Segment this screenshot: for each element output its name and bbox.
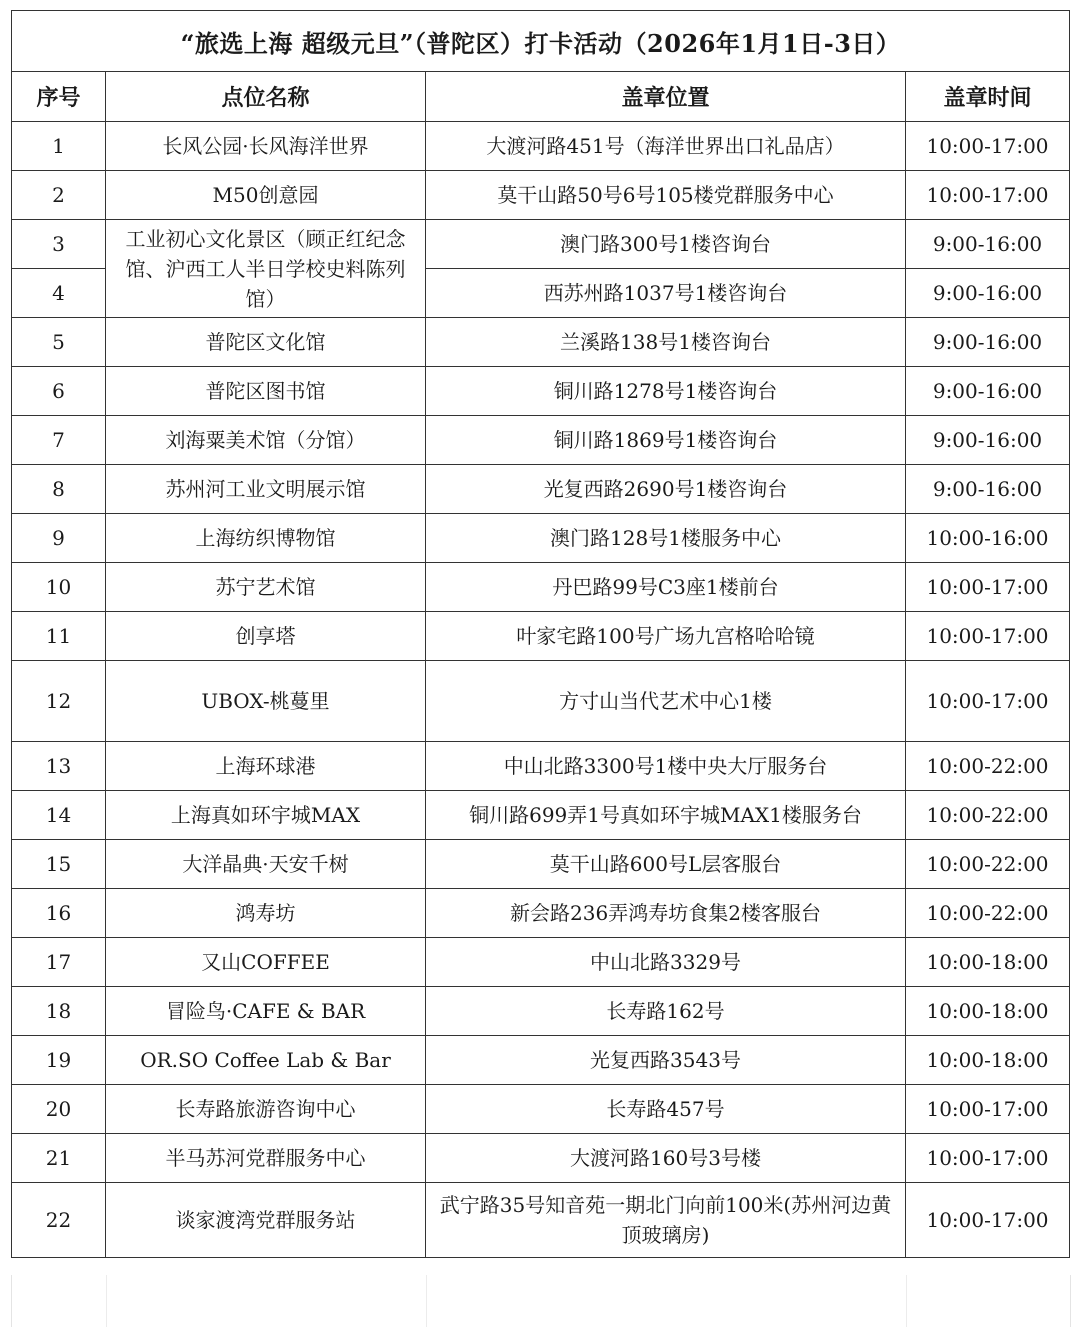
stamp-time: 10:00-17:00 [906, 1085, 1070, 1134]
table-row [12, 318, 1070, 367]
site-name: 上海纺织博物馆 [106, 514, 426, 563]
stamp-location: 长寿路162号 [426, 987, 906, 1036]
table-row [12, 889, 1070, 938]
stamp-location: 澳门路300号1楼咨询台 [426, 220, 906, 269]
site-name: M50创意园 [106, 171, 426, 220]
stamp-location: 兰溪路138号1楼咨询台 [426, 318, 906, 367]
table-row [12, 661, 1070, 742]
site-name: 苏宁艺术馆 [106, 563, 426, 612]
table-row [12, 220, 1070, 269]
table-row [12, 465, 1070, 514]
stamp-time: 9:00-16:00 [906, 465, 1070, 514]
stamp-location: 方寸山当代艺术中心1楼 [426, 661, 906, 742]
stamp-location: 叶家宅路100号广场九宫格哈哈镜 [426, 612, 906, 661]
stamp-time: 10:00-16:00 [906, 514, 1070, 563]
title-row [12, 11, 1070, 72]
table-row [12, 171, 1070, 220]
stamp-location: 武宁路35号知音苑一期北门向前100米(苏州河边黄顶玻璃房) [426, 1183, 906, 1258]
table-row [12, 1085, 1070, 1134]
site-name: 上海真如环宇城MAX [106, 791, 426, 840]
stamp-time: 10:00-17:00 [906, 171, 1070, 220]
stamp-location: 大渡河路160号3号楼 [426, 1134, 906, 1183]
site-name: 创享塔 [106, 612, 426, 661]
site-name: 谈家渡湾党群服务站 [106, 1183, 426, 1258]
site-name: 上海环球港 [106, 742, 426, 791]
faint-divider [106, 1275, 107, 1327]
row-number: 22 [12, 1183, 106, 1258]
row-number: 7 [12, 416, 106, 465]
header-stamp-time: 盖章时间 [906, 72, 1070, 122]
row-number: 5 [12, 318, 106, 367]
row-number: 1 [12, 122, 106, 171]
row-number: 10 [12, 563, 106, 612]
row-number: 11 [12, 612, 106, 661]
stamp-location: 中山北路3300号1楼中央大厅服务台 [426, 742, 906, 791]
site-name: 苏州河工业文明展示馆 [106, 465, 426, 514]
site-name: 又山COFFEE [106, 938, 426, 987]
row-number: 12 [12, 661, 106, 742]
row-number: 8 [12, 465, 106, 514]
row-number: 19 [12, 1036, 106, 1085]
stamp-location: 铜川路699弄1号真如环宇城MAX1楼服务台 [426, 791, 906, 840]
checkin-table [11, 10, 1070, 1258]
stamp-location: 新会路236弄鸿寿坊食集2楼客服台 [426, 889, 906, 938]
table-row [12, 612, 1070, 661]
site-name: 工业初心文化景区（顾正红纪念馆、沪西工人半日学校史料陈列馆） [106, 220, 426, 318]
table-row [12, 938, 1070, 987]
stamp-time: 9:00-16:00 [906, 318, 1070, 367]
row-number: 16 [12, 889, 106, 938]
stamp-location: 西苏州路1037号1楼咨询台 [426, 269, 906, 318]
site-name: 刘海粟美术馆（分馆） [106, 416, 426, 465]
stamp-time: 10:00-22:00 [906, 742, 1070, 791]
table-row [12, 1183, 1070, 1258]
row-number: 9 [12, 514, 106, 563]
site-name: 大洋晶典·天安千树 [106, 840, 426, 889]
row-number: 18 [12, 987, 106, 1036]
row-number: 17 [12, 938, 106, 987]
header-number: 序号 [12, 72, 106, 122]
stamp-time: 10:00-18:00 [906, 987, 1070, 1036]
stamp-location: 铜川路1869号1楼咨询台 [426, 416, 906, 465]
table-row [12, 1036, 1070, 1085]
stamp-location: 大渡河路451号（海洋世界出口礼品店） [426, 122, 906, 171]
stamp-location: 长寿路457号 [426, 1085, 906, 1134]
stamp-location: 中山北路3329号 [426, 938, 906, 987]
table-title: “旅选上海 超级元旦”（普陀区）打卡活动（2026年1月1日-3日） [12, 11, 1070, 72]
site-name: 长寿路旅游咨询中心 [106, 1085, 426, 1134]
stamp-time: 10:00-22:00 [906, 791, 1070, 840]
stamp-time: 9:00-16:00 [906, 269, 1070, 318]
stamp-location: 光复西路3543号 [426, 1036, 906, 1085]
site-name: 普陀区文化馆 [106, 318, 426, 367]
site-name: 普陀区图书馆 [106, 367, 426, 416]
stamp-time: 10:00-17:00 [906, 122, 1070, 171]
table-row [12, 563, 1070, 612]
stamp-time: 10:00-18:00 [906, 938, 1070, 987]
row-number: 15 [12, 840, 106, 889]
stamp-location: 铜川路1278号1楼咨询台 [426, 367, 906, 416]
site-name: 半马苏河党群服务中心 [106, 1134, 426, 1183]
table-row [12, 416, 1070, 465]
stamp-time: 10:00-17:00 [906, 661, 1070, 742]
faint-divider [426, 1275, 427, 1327]
table-row [12, 742, 1070, 791]
header-stamp-location: 盖章位置 [426, 72, 906, 122]
row-number: 2 [12, 171, 106, 220]
table-row [12, 987, 1070, 1036]
table-row [12, 1134, 1070, 1183]
table-row [12, 514, 1070, 563]
stamp-time: 10:00-17:00 [906, 1183, 1070, 1258]
site-name: OR.SO Coffee Lab & Bar [106, 1036, 426, 1085]
empty-trailing-area [11, 1275, 1071, 1327]
row-number: 20 [12, 1085, 106, 1134]
site-name: UBOX-桃蔓里 [106, 661, 426, 742]
stamp-time: 10:00-18:00 [906, 1036, 1070, 1085]
site-name: 冒险鸟·CAFE & BAR [106, 987, 426, 1036]
stamp-time: 9:00-16:00 [906, 367, 1070, 416]
stamp-time: 9:00-16:00 [906, 416, 1070, 465]
stamp-location: 莫干山路600号L层客服台 [426, 840, 906, 889]
stamp-time: 9:00-16:00 [906, 220, 1070, 269]
stamp-time: 10:00-22:00 [906, 889, 1070, 938]
row-number: 3 [12, 220, 106, 269]
checkin-table-sheet [11, 10, 1069, 1258]
table-row [12, 840, 1070, 889]
row-number: 13 [12, 742, 106, 791]
site-name: 长风公园·长风海洋世界 [106, 122, 426, 171]
stamp-time: 10:00-17:00 [906, 1134, 1070, 1183]
table-row [12, 791, 1070, 840]
stamp-time: 10:00-17:00 [906, 612, 1070, 661]
site-name: 鸿寿坊 [106, 889, 426, 938]
header-row [12, 72, 1070, 122]
stamp-location: 丹巴路99号C3座1楼前台 [426, 563, 906, 612]
row-number: 4 [12, 269, 106, 318]
stamp-time: 10:00-17:00 [906, 563, 1070, 612]
row-number: 6 [12, 367, 106, 416]
faint-divider [906, 1275, 907, 1327]
header-site-name: 点位名称 [106, 72, 426, 122]
stamp-location: 莫干山路50号6号105楼党群服务中心 [426, 171, 906, 220]
stamp-location: 光复西路2690号1楼咨询台 [426, 465, 906, 514]
table-row [12, 367, 1070, 416]
stamp-location: 澳门路128号1楼服务中心 [426, 514, 906, 563]
table-row [12, 122, 1070, 171]
stamp-time: 10:00-22:00 [906, 840, 1070, 889]
row-number: 14 [12, 791, 106, 840]
row-number: 21 [12, 1134, 106, 1183]
